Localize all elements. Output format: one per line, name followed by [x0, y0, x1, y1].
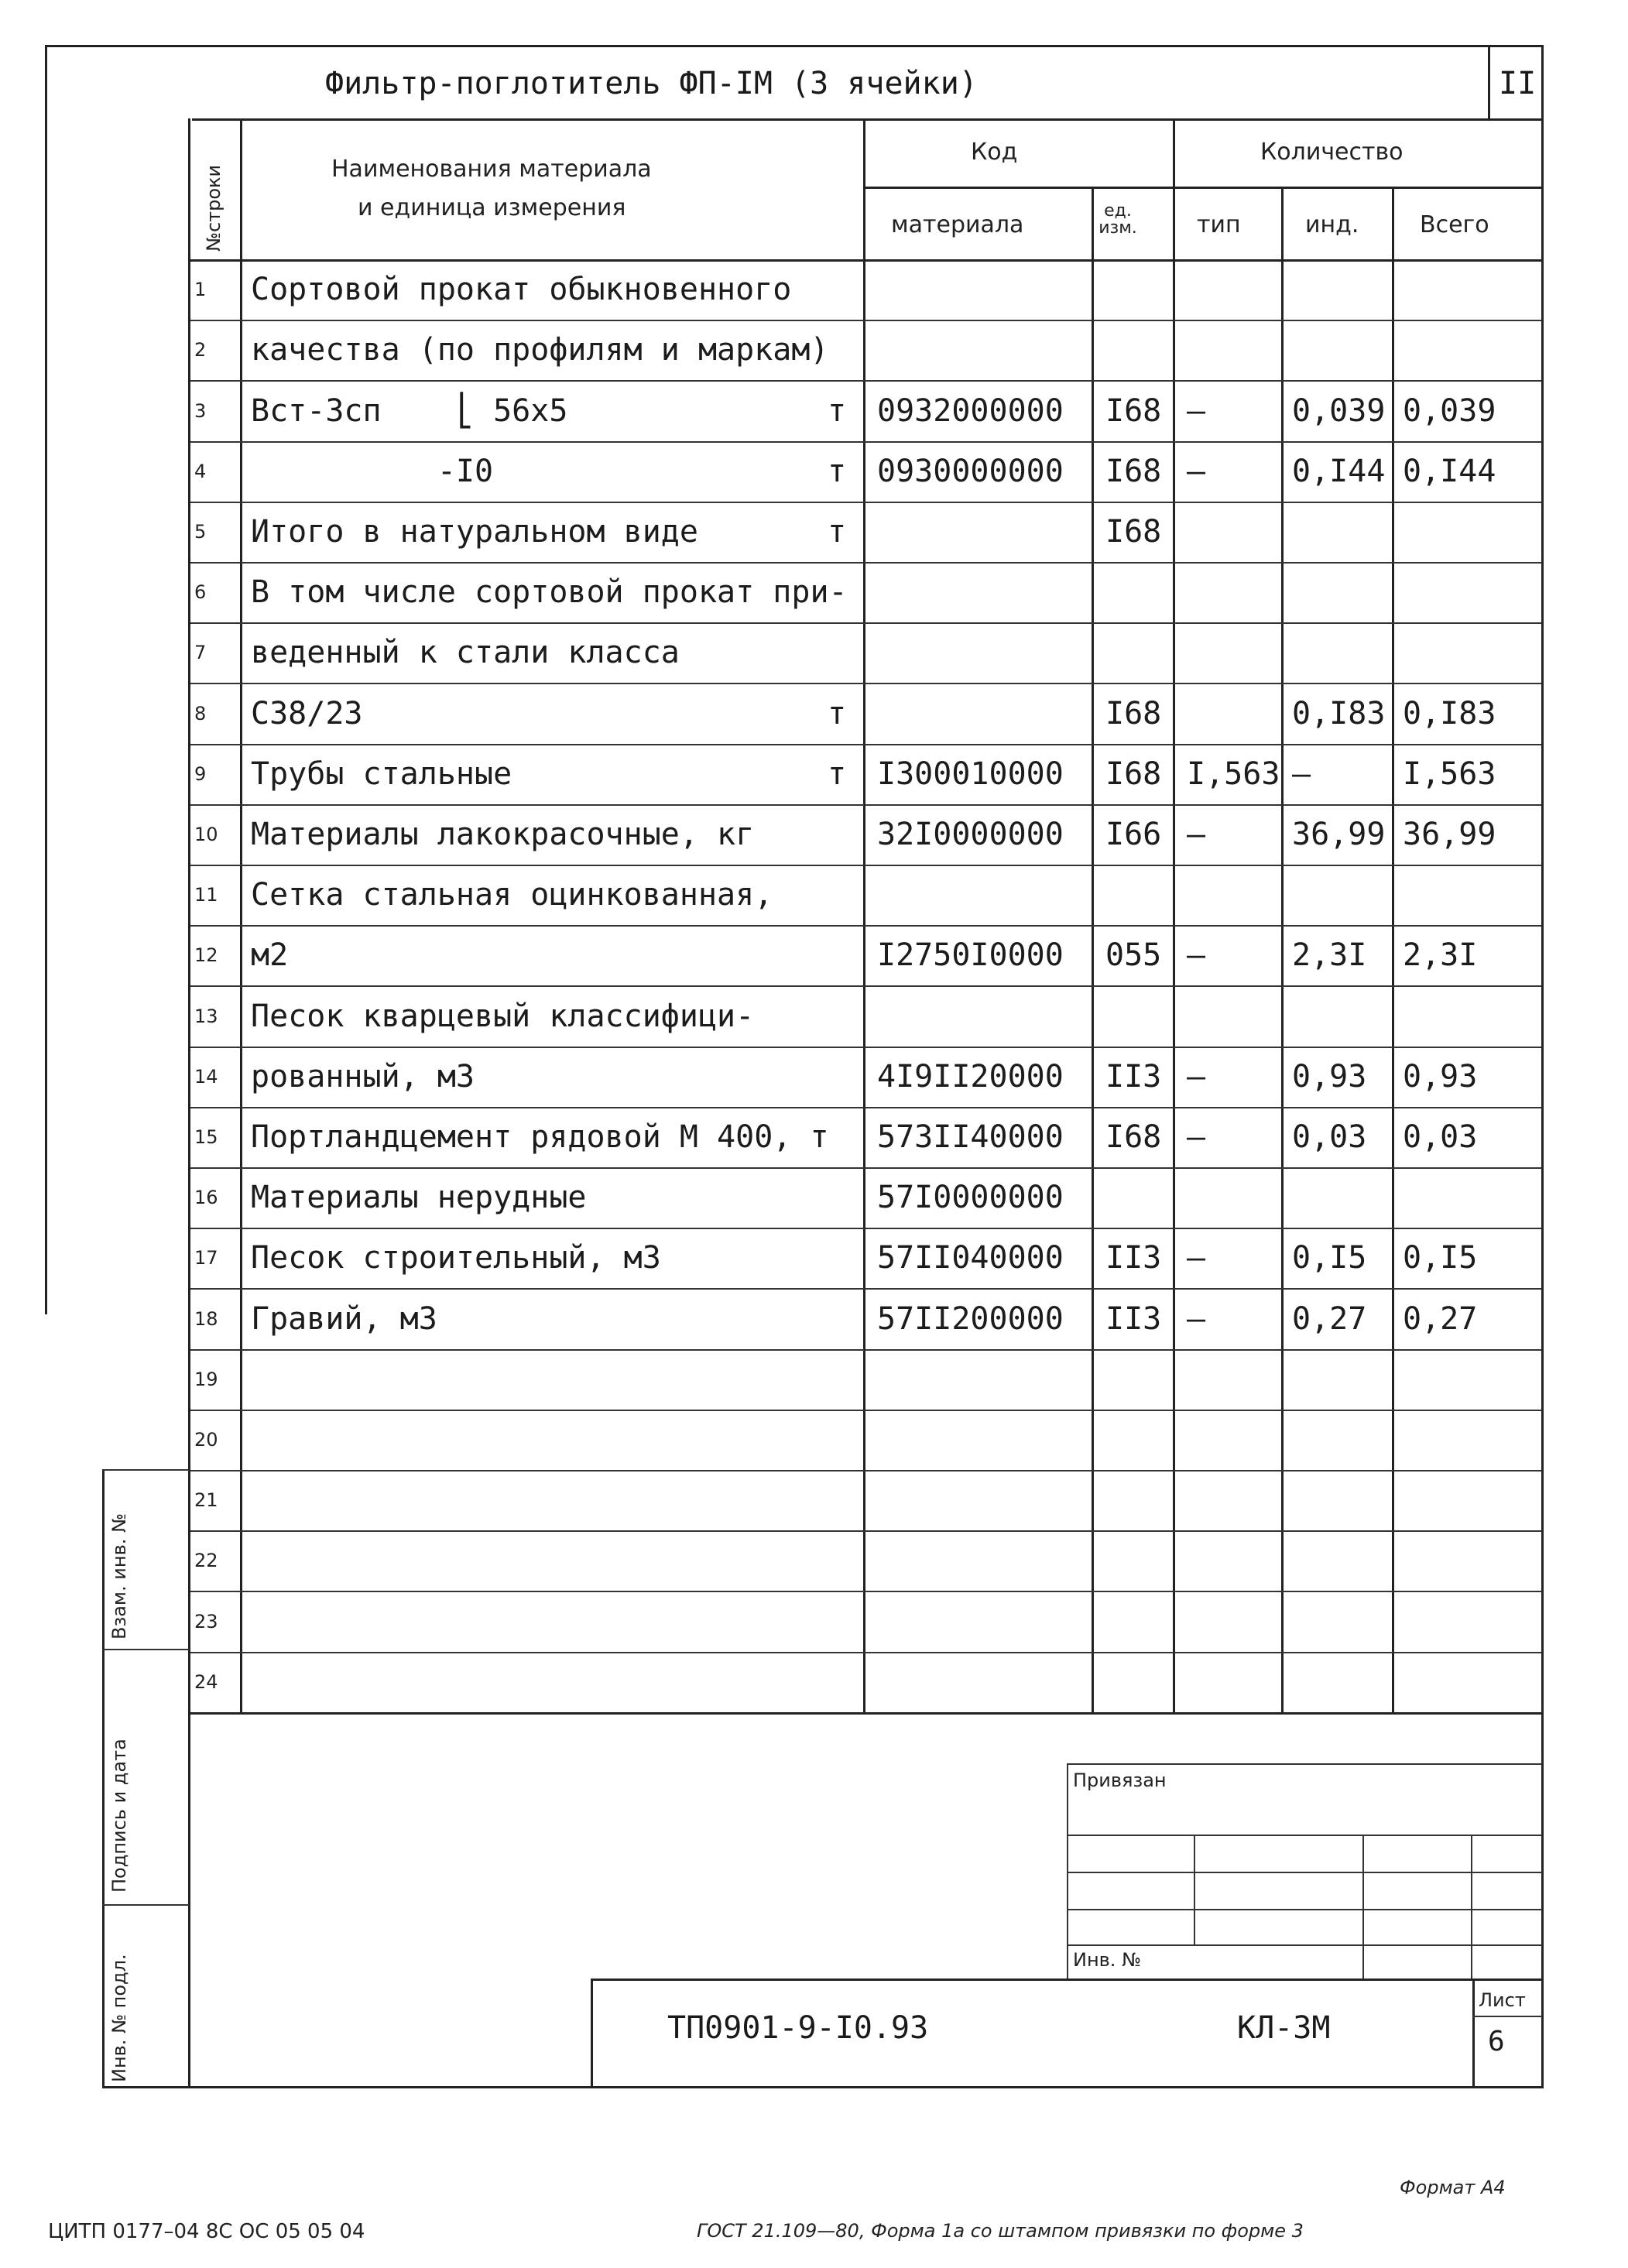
row-total: 0,I5 [1403, 1240, 1478, 1276]
header-qty-type: тип [1197, 211, 1241, 238]
row-number: 19 [194, 1369, 218, 1390]
row-ind: 0,93 [1292, 1059, 1367, 1095]
row-name: Песок кварцевый классифици- [251, 999, 755, 1034]
row-total: 0,27 [1403, 1301, 1478, 1337]
table-row-line [188, 1652, 1541, 1653]
row-total: 0,I44 [1403, 454, 1496, 489]
stamp-sheet-label: Лист [1479, 1989, 1526, 2011]
row-number: 15 [194, 1126, 218, 1148]
row-meas: I68 [1105, 454, 1162, 489]
row-meas: I68 [1105, 756, 1162, 792]
row-ind: 0,I44 [1292, 454, 1386, 489]
row-unit: т [828, 756, 847, 792]
row-meas: I68 [1105, 696, 1162, 731]
row-number: 6 [194, 581, 207, 603]
row-name: Вст-3сп ⎣ 56х5 [251, 393, 568, 429]
stamp-col-3 [1471, 1835, 1472, 1980]
row-type: – [1187, 1119, 1206, 1155]
row-name: веденный к стали класса [251, 635, 680, 670]
stamp-designation: ТП0901-9-I0.93 [667, 2010, 929, 2046]
row-ind: 0,I5 [1292, 1240, 1367, 1276]
row-ind: 0,27 [1292, 1301, 1367, 1337]
table-row-line [188, 1349, 1541, 1351]
table-row-line [188, 1228, 1541, 1229]
margin-strip-left [102, 1469, 105, 2087]
table-row-line [188, 1470, 1541, 1471]
row-number: 4 [194, 461, 207, 482]
table-col-line [1392, 187, 1394, 1712]
title-block-sheet-divider [1472, 1979, 1475, 2088]
row-type: – [1187, 817, 1206, 852]
row-name: -I0 [251, 454, 494, 489]
row-ind: 36,99 [1292, 817, 1386, 852]
row-total: 36,99 [1403, 817, 1496, 852]
frame-bottom [102, 2086, 1544, 2088]
table-row-line [188, 1107, 1541, 1108]
header-row-number: №строки [203, 164, 224, 252]
row-ind: 2,3I [1292, 937, 1367, 973]
row-code: 57I0000000 [877, 1180, 1064, 1215]
row-meas: II3 [1105, 1059, 1162, 1095]
row-code: 4I9II20000 [877, 1059, 1064, 1095]
margin-inv-podl: Инв. № подл. [108, 1954, 130, 2082]
row-number: 21 [194, 1489, 218, 1511]
header-bottom-line [188, 259, 1541, 262]
stamp-top [1067, 1763, 1542, 1765]
row-code: 57II040000 [877, 1240, 1064, 1276]
frame-left [45, 45, 47, 1314]
table-row-line [188, 925, 1541, 927]
stamp-col-1 [1194, 1835, 1195, 1944]
row-total: 0,03 [1403, 1119, 1478, 1155]
row-number: 17 [194, 1247, 218, 1269]
row-number: 18 [194, 1308, 218, 1330]
row-code: 0932000000 [877, 393, 1064, 429]
table-col-line [863, 118, 865, 1712]
title-block-left [591, 1979, 593, 2088]
row-number: 10 [194, 824, 218, 845]
row-name: Трубы стальные [251, 756, 512, 792]
row-number: 1 [194, 279, 207, 300]
table-row-line [188, 1047, 1541, 1048]
table-col-line [1173, 118, 1175, 1712]
row-code: 32I0000000 [877, 817, 1064, 852]
title-block-top [591, 1979, 1543, 1981]
margin-sep-1 [102, 1469, 189, 1471]
row-total: 2,3I [1403, 937, 1478, 973]
table-row-line [188, 1410, 1541, 1411]
row-code: 0930000000 [877, 454, 1064, 489]
row-name: Материалы нерудные [251, 1180, 587, 1215]
frame-right [1541, 45, 1544, 2088]
row-ind: 0,03 [1292, 1119, 1367, 1155]
row-ind: 0,039 [1292, 393, 1386, 429]
row-unit: т [828, 696, 847, 731]
row-unit: т [828, 454, 847, 489]
row-name: Гравий, м3 [251, 1301, 437, 1337]
row-type: – [1187, 1059, 1206, 1095]
row-meas: I68 [1105, 393, 1162, 429]
row-name: м2 [251, 937, 289, 973]
row-meas: I68 [1105, 514, 1162, 550]
row-meas: I66 [1105, 817, 1162, 852]
row-number: 22 [194, 1550, 218, 1571]
table-row-line [188, 744, 1541, 745]
table-row-line [188, 1288, 1541, 1290]
row-number: 2 [194, 339, 207, 361]
header-code-material: материала [891, 211, 1024, 238]
table-row-line [188, 320, 1541, 321]
row-unit: т [828, 393, 847, 429]
stamp-privyazan: Привязан [1073, 1770, 1167, 1791]
table-col-line [1281, 187, 1284, 1712]
row-number: 13 [194, 1006, 218, 1027]
stamp-section: КЛ-ЗМ [1237, 2010, 1331, 2046]
row-name: Итого в натуральном виде [251, 514, 698, 550]
header-qty-group: Количество [1260, 139, 1404, 166]
row-name: рованный, м3 [251, 1059, 475, 1095]
sheet-number: II [1499, 66, 1537, 101]
table-row-line [188, 1530, 1541, 1532]
row-name: С38/23 [251, 696, 363, 731]
table-row-line [188, 1591, 1541, 1592]
row-total: 0,039 [1403, 393, 1496, 429]
stamp-sheet-value: 6 [1488, 2026, 1505, 2057]
table-col-line [1092, 187, 1094, 1712]
row-code: 573II40000 [877, 1119, 1064, 1155]
row-number: 20 [194, 1429, 218, 1451]
row-total: 0,I83 [1403, 696, 1496, 731]
row-name: Сортовой прокат обыкновенного [251, 272, 792, 307]
header-name-line1: Наименования материала [331, 156, 652, 183]
table-row-line [188, 441, 1541, 443]
row-name: качества (по профилям и маркам) [251, 332, 829, 368]
header-code-group: Код [971, 139, 1018, 166]
row-type: – [1187, 937, 1206, 973]
row-number: 3 [194, 400, 207, 422]
margin-sep-3 [102, 1904, 189, 1906]
row-number: 24 [194, 1671, 218, 1693]
table-bottom-line [188, 1712, 1541, 1715]
document-title: Фильтр-поглотитель ФП-IМ (3 ячейки) [325, 66, 978, 101]
row-number: 23 [194, 1611, 218, 1632]
row-type: – [1187, 1301, 1206, 1337]
row-number: 11 [194, 884, 218, 906]
margin-sep-2 [102, 1649, 189, 1650]
table-row-line [188, 502, 1541, 503]
title-block-sheet-line [1472, 2016, 1542, 2017]
table-row-line [188, 804, 1541, 806]
row-meas: I68 [1105, 1119, 1162, 1155]
row-meas: II3 [1105, 1240, 1162, 1276]
footer-center: ГОСТ 21.109—80, Форма 1а со штампом привязки по форме 3 [697, 2220, 1304, 2242]
row-number: 5 [194, 521, 207, 543]
sheet-number-divider [1488, 45, 1490, 119]
row-name: Портландцемент рядовой М 400, т [251, 1119, 829, 1155]
row-number: 16 [194, 1187, 218, 1208]
row-ind: – [1292, 756, 1311, 792]
header-name-line2: и единица измерения [358, 194, 626, 221]
row-total: I,563 [1403, 756, 1496, 792]
table-row-line [188, 380, 1541, 382]
stamp-inv-no: Инв. № [1073, 1949, 1142, 1971]
table-row-line [188, 562, 1541, 564]
row-name: Материалы лакокрасочные, кг [251, 817, 755, 852]
margin-vzam: Взам. инв. № [108, 1513, 130, 1639]
row-code: I300010000 [877, 756, 1064, 792]
row-type: – [1187, 393, 1206, 429]
row-name: Сетка стальная оцинкованная, [251, 877, 773, 913]
title-bottom-line [192, 118, 1544, 121]
row-unit: т [828, 514, 847, 550]
table-row-line [188, 1167, 1541, 1169]
header-code-unit: ед. изм. [1098, 201, 1137, 238]
row-total: 0,93 [1403, 1059, 1478, 1095]
header-qty-ind: инд. [1305, 211, 1359, 238]
row-name: В том числе сортовой прокат при- [251, 574, 848, 610]
row-type: – [1187, 1240, 1206, 1276]
row-meas: II3 [1105, 1301, 1162, 1337]
row-code: I2750I0000 [877, 937, 1064, 973]
table-row-line [188, 622, 1541, 624]
table-row-line [188, 683, 1541, 684]
row-number: 7 [194, 642, 207, 663]
row-name: Песок строительный, м3 [251, 1240, 661, 1276]
row-ind: 0,I83 [1292, 696, 1386, 731]
row-code: 57II200000 [877, 1301, 1064, 1337]
header-qty-total: Всего [1420, 211, 1489, 238]
footer-left: ЦИТП 0177–04 8С ОС 05 05 04 [48, 2220, 365, 2243]
margin-podpis: Подпись и дата [108, 1739, 130, 1893]
table-row-line [188, 985, 1541, 987]
row-type: I,563 [1187, 756, 1280, 792]
frame-top [45, 45, 1544, 47]
row-type: – [1187, 454, 1206, 489]
footer-format: Формат А4 [1400, 2177, 1506, 2198]
row-number: 9 [194, 763, 207, 785]
stamp-col-2 [1362, 1835, 1364, 1980]
row-number: 12 [194, 944, 218, 966]
row-number: 8 [194, 703, 207, 725]
row-meas: 055 [1105, 937, 1162, 973]
table-row-line [188, 865, 1541, 866]
table-col-line [240, 118, 242, 1712]
header-mid-line [863, 187, 1541, 189]
row-number: 14 [194, 1066, 218, 1088]
margin-strip-inner [188, 118, 190, 2088]
